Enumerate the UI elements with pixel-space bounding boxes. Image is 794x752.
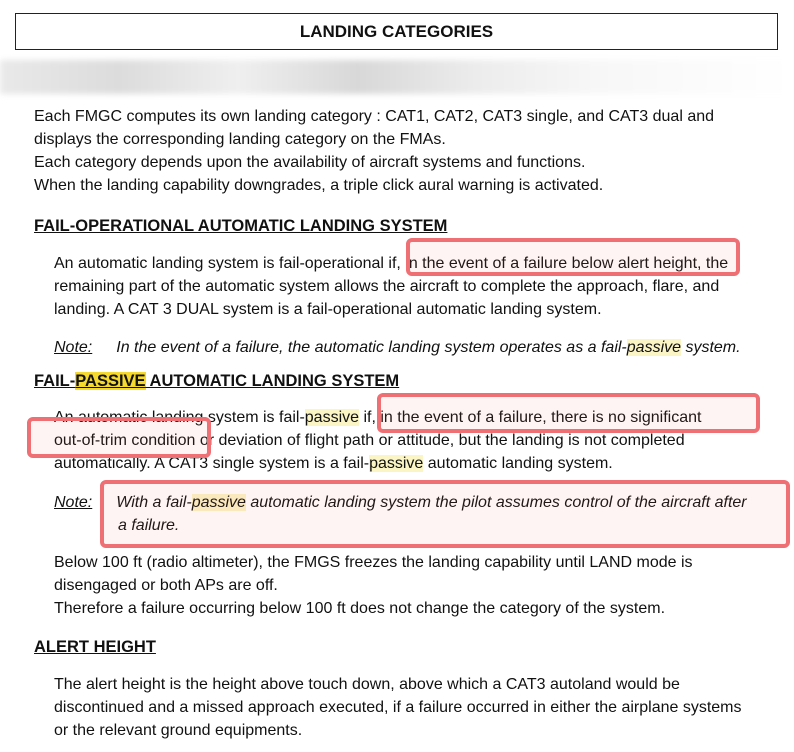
text-line: Therefore a failure occurring below 100 ft does not change the category of the system. — [54, 600, 666, 617]
page-title: LANDING CATEGORIES — [15, 13, 778, 50]
redacted-blur-strip — [0, 60, 794, 94]
highlight-passive: passive — [626, 339, 682, 356]
note-label: Note: — [54, 494, 93, 511]
text-span: An automatic landing system is fail- — [54, 409, 305, 426]
text-line: out-of-trim condition or deviation of flight path or attitude, but the landing is not completed — [54, 432, 685, 449]
intro-paragraph — [34, 105, 774, 197]
highlight-passive: passive — [304, 409, 360, 426]
text-line: remaining part of the automatic system allows the aircraft to complete the approach, flare, and — [54, 278, 720, 295]
highlight-passive: PASSIVE — [75, 372, 146, 390]
fail-operational-heading: FAIL-OPERATIONAL AUTOMATIC LANDING SYSTEM — [34, 217, 448, 235]
annotation-box — [100, 480, 790, 548]
annotation-box — [27, 417, 211, 458]
text-line: disengaged or both APs are off. — [54, 577, 278, 594]
text-span: automatic landing system. — [423, 455, 613, 472]
text-line: or the relevant ground equipments. — [54, 722, 303, 739]
note-text: a failure. — [118, 517, 180, 534]
text-span: the — [701, 255, 729, 272]
text-span: automatically. A CAT3 single system is a fail- — [54, 455, 370, 472]
note-label: Note: — [54, 339, 93, 356]
fail-operational-note — [54, 336, 774, 359]
intro-line: Each FMGC computes its own landing category : CAT1, CAT2, CAT3 single, and CAT3 dual and — [34, 108, 715, 125]
note-text: With a fail- — [116, 494, 192, 511]
note-text: In the event of a failure, the automatic landing system operates as a fail- — [116, 339, 627, 356]
intro-line: Each category depends upon the availability of aircraft systems and functions. — [34, 154, 586, 171]
text-line: discontinued and a missed approach executed, if a failure occurred in either the airplane systems — [54, 699, 742, 716]
text-span: An automatic landing system is fail-operational — [54, 255, 389, 272]
fail-passive-heading — [34, 370, 399, 393]
alert-height-paragraph — [54, 673, 774, 742]
annotation-box — [406, 238, 740, 276]
note-text: automatic landing system the pilot assumes control of the aircraft after — [245, 494, 747, 511]
highlight-passive: passive — [369, 455, 424, 472]
note-text: system. — [681, 339, 741, 356]
below-100ft-paragraph — [54, 551, 774, 620]
intro-line: displays the corresponding landing category on the FMAs. — [34, 131, 446, 148]
text-line: landing. A CAT 3 DUAL system is a fail-operational automatic landing system. — [54, 301, 602, 318]
heading-part: AUTOMATIC LANDING SYSTEM — [145, 372, 400, 390]
intro-line: When the landing capability downgrades, a triple click aural warning is activated. — [34, 177, 604, 194]
text-span: if, in the event of a failure below alert height, — [388, 255, 702, 272]
text-line: The alert height is the height above touch down, above which a CAT3 autoland would be — [54, 676, 680, 693]
heading-part: FAIL- — [34, 372, 76, 390]
text-line: Below 100 ft (radio altimeter), the FMGS freezes the landing capability until LAND mode is — [54, 554, 693, 571]
annotation-box — [377, 393, 760, 433]
highlight-passive: passive — [191, 494, 246, 511]
alert-height-heading: ALERT HEIGHT — [34, 638, 156, 656]
text-span: if, in the event of a failure, there is no significant — [359, 409, 702, 426]
